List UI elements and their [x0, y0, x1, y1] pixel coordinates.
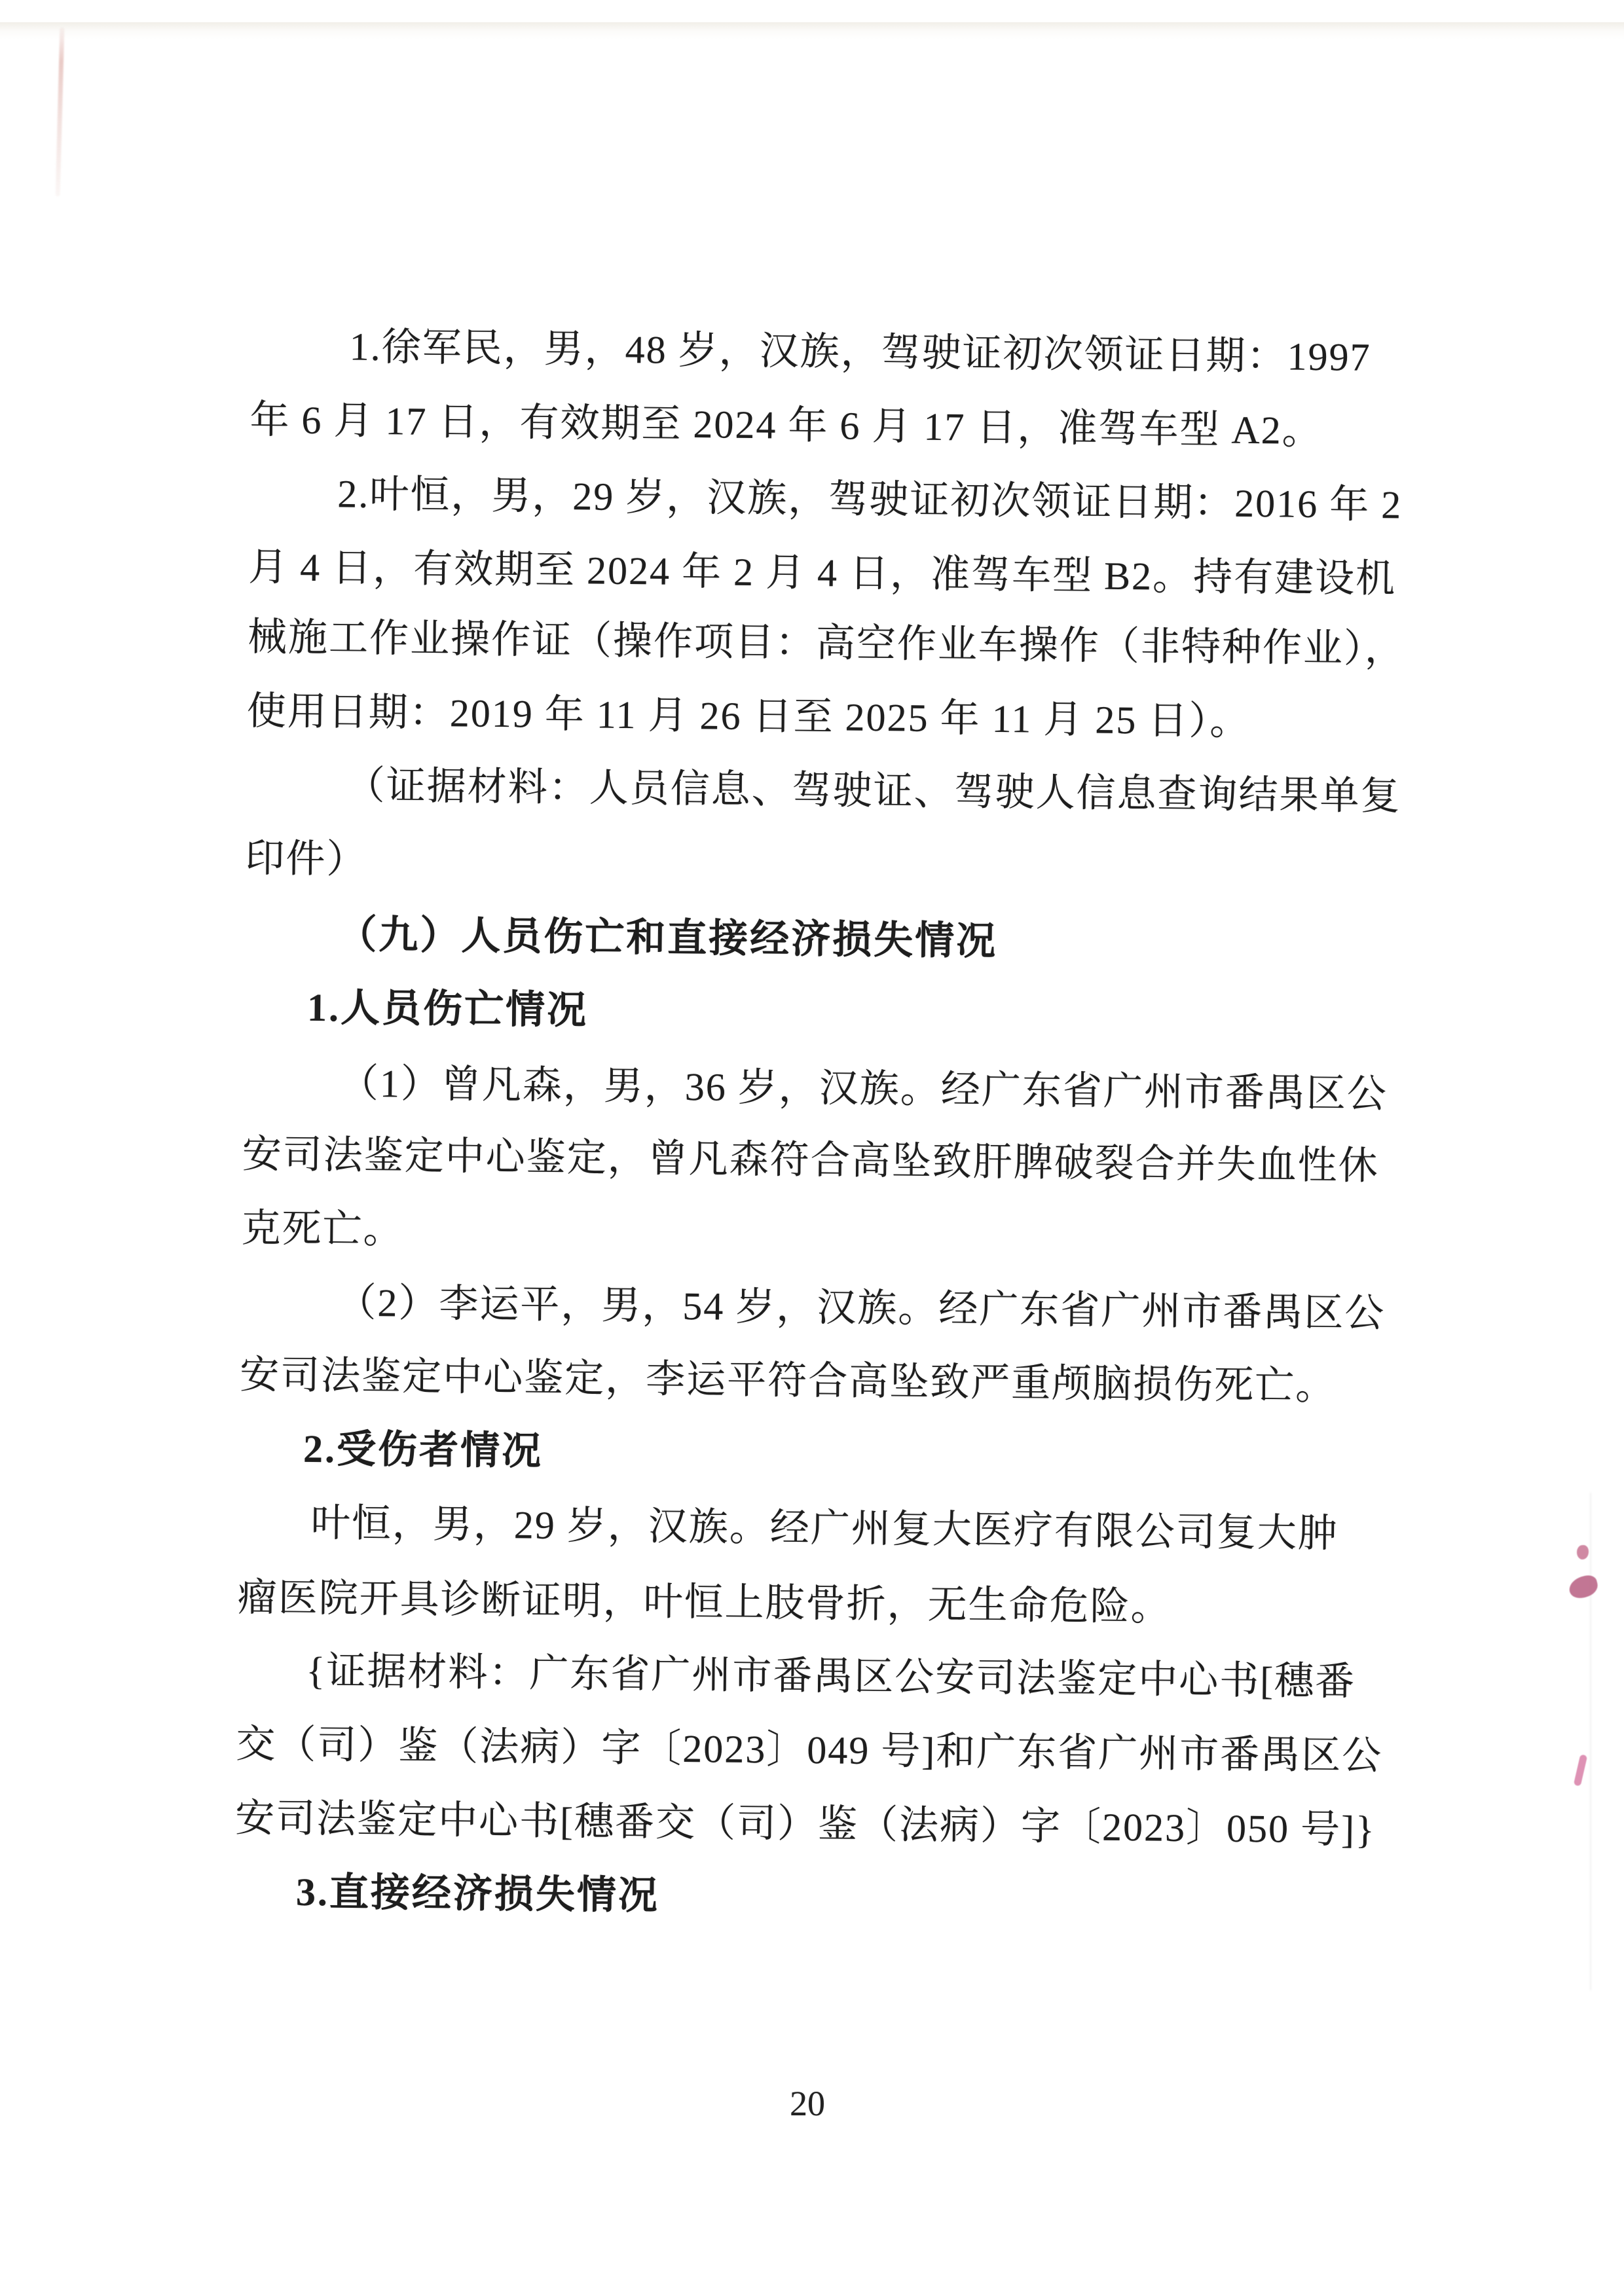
paragraph-driver2-line4: 使用日期：2019 年 11 月 26 日至 2025 年 11 月 25 日）。 — [246, 689, 1251, 743]
paragraph-driver2-line2: 月 4 日，有效期至 2024 年 2 月 4 日，准驾车型 B2。持有建设机 — [248, 545, 1397, 601]
paragraph-injured-line1: 叶恒，男，29 岁，汉族。经广州复大医疗有限公司复大肿 — [310, 1501, 1339, 1556]
paragraph-evidence2-line1: {证据材料：广东省广州市番禺区公安司法鉴定中心书[穗番 — [306, 1649, 1356, 1704]
paragraph-evidence2-line2: 交（司）鉴（法病）字〔2023〕049 号]和广东省广州市番禺区公 — [235, 1722, 1383, 1778]
paragraph-victim1-line3: 克死亡。 — [241, 1206, 404, 1252]
paragraph-driver1-line2: 年 6 月 17 日，有效期至 2024 年 6 月 17 日，准驾车型 A2。 — [249, 397, 1323, 453]
paragraph-evidence1-line2: 印件） — [245, 836, 367, 881]
paragraph-driver2-line1: 2.叶恒，男，29 岁，汉族，驾驶证初次领证日期：2016 年 2 — [337, 472, 1403, 527]
page-number: 20 — [790, 2084, 825, 2123]
paragraph-victim1-line1: （1）曾凡森，男，36 岁，汉族。经广东省广州市番禺区公 — [339, 1061, 1388, 1116]
section-9-heading: （九）人员伤亡和直接经济损失情况 — [337, 913, 998, 963]
paragraph-evidence1-line1: （证据材料：人员信息、驾驶证、驾驶人信息查询结果单复 — [345, 763, 1401, 818]
paragraph-evidence2-line3: 安司法鉴定中心书[穗番交（司）鉴（法病）字〔2023〕050 号]} — [234, 1796, 1376, 1852]
paragraph-victim2-line2: 安司法鉴定中心鉴定，李运平符合高坠致严重颅脑损伤死亡。 — [239, 1353, 1337, 1408]
subsection-2-heading: 2.受伤者情况 — [303, 1427, 544, 1473]
paragraph-driver2-line3: 械施工作业操作证（操作项目：高空作业车操作（非特种作业）， — [247, 615, 1406, 671]
subsection-1-heading: 1.人员伤亡情况 — [306, 985, 589, 1032]
paragraph-driver1-line1: 1.徐军民，男，48 岁，汉族，驾驶证初次领证日期：1997 — [349, 325, 1371, 379]
paragraph-injured-line2: 瘤医院开具诊断证明，叶恒上肢骨折，无生命危险。 — [237, 1575, 1172, 1629]
paragraph-victim1-line2: 安司法鉴定中心鉴定，曾凡森符合高坠致肝脾破裂合并失血性休 — [242, 1132, 1380, 1188]
subsection-3-heading: 3.直接经济损失情况 — [295, 1870, 660, 1918]
paragraph-victim2-line1: （2）李运平，男，54 岁，汉族。经广东省广州市番禺区公 — [337, 1281, 1386, 1336]
